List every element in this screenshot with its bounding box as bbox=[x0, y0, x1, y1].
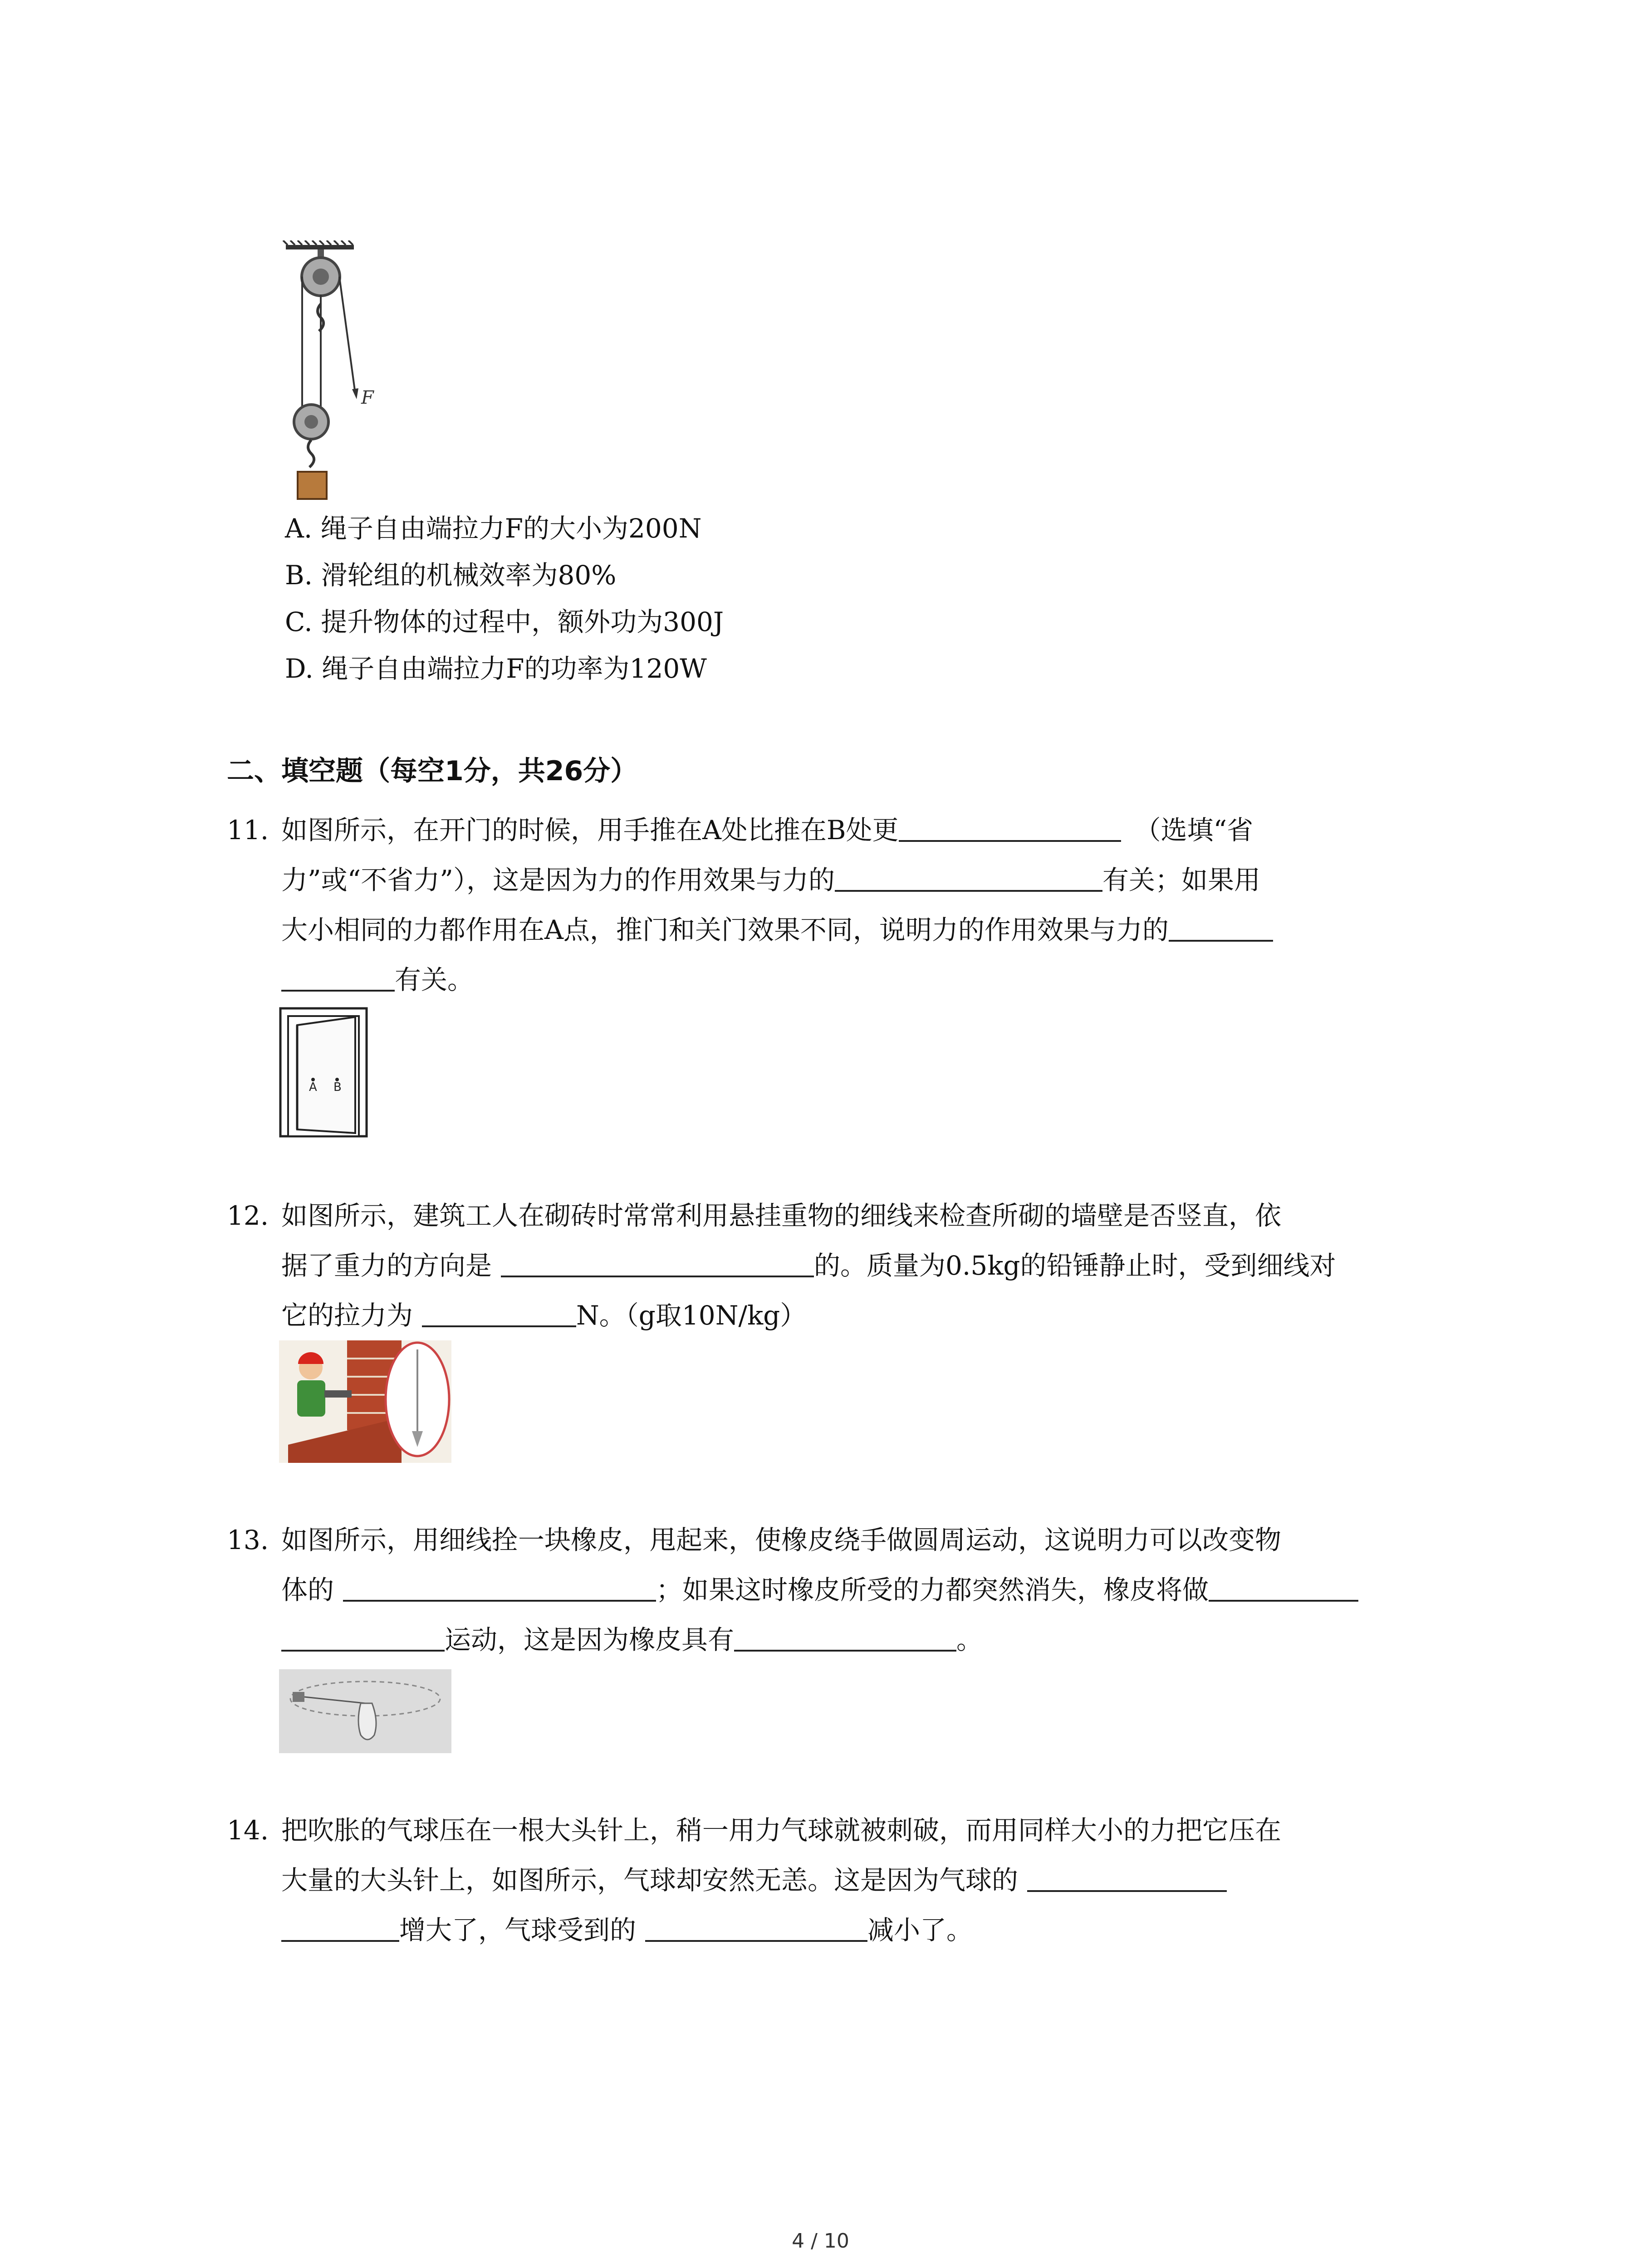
q13-line-2 bbox=[281, 1572, 1358, 1608]
q11-text-4: 有关。 bbox=[395, 964, 474, 995]
option-c: C. 提升物体的过程中，额外功为300J bbox=[285, 606, 724, 637]
q14-text-3b: 减小了。 bbox=[867, 1915, 973, 1945]
q13-text-3a: 运动，这是因为橡皮具有 bbox=[445, 1624, 735, 1655]
q12-text-3b: N。（g取10N/kg） bbox=[576, 1300, 807, 1331]
q12-line-1: 如图所示，建筑工人在砌砖时常常利用悬挂重物的细线来检查所砌的墙壁是否竖直，依 bbox=[281, 1200, 1282, 1231]
q12-blank-1[interactable] bbox=[501, 1249, 814, 1277]
q13-text-2a: 体的 bbox=[281, 1574, 334, 1605]
option-d: D. 绳子自由端拉力F的功率为120W bbox=[285, 653, 707, 684]
q11-text-2b: 有关；如果用 bbox=[1102, 865, 1260, 895]
q11-blank-2[interactable] bbox=[835, 864, 1102, 892]
q14-text-3a: 增大了，气球受到的 bbox=[399, 1915, 637, 1945]
option-a: A. 绳子自由端拉力F的大小为200N bbox=[285, 513, 702, 544]
q11-text-1b: （选填“省 bbox=[1134, 815, 1254, 846]
q14-line-1: 把吹胀的气球压在一根大头针上，稍一用力气球就被刺破，而用同样大小的力把它压在 bbox=[281, 1815, 1282, 1846]
q13-blank-1[interactable] bbox=[343, 1574, 656, 1602]
q11-line-1 bbox=[281, 812, 1253, 848]
q11-text-2a: 力”或“不省力”），这是因为力的作用效果与力的 bbox=[281, 865, 835, 895]
q11-blank-1[interactable] bbox=[899, 814, 1121, 842]
q13-line-1: 如图所示，用细线拴一块橡皮，甩起来，使橡皮绕手做圆周运动，这说明力可以改变物 bbox=[281, 1525, 1282, 1555]
q12-text-2a: 据了重力的方向是 bbox=[281, 1250, 492, 1281]
q11-blank-3a[interactable] bbox=[1169, 914, 1273, 942]
q11-blank-3b[interactable] bbox=[281, 963, 395, 992]
option-b: B. 滑轮组的机械效率为80% bbox=[285, 560, 617, 591]
q12-text-2b: 的。质量为0.5kg的铅锤静止时，受到细线对 bbox=[814, 1250, 1336, 1281]
q11-line-4 bbox=[281, 962, 474, 998]
q13-line-3 bbox=[281, 1622, 983, 1658]
q14-blank-2[interactable] bbox=[645, 1914, 867, 1942]
q14-blank-1a[interactable] bbox=[1027, 1864, 1227, 1892]
pulley-figure bbox=[281, 240, 399, 513]
force-label: F bbox=[361, 387, 374, 408]
q11-line-2 bbox=[281, 862, 1260, 898]
eraser-spin-figure bbox=[279, 1669, 451, 1753]
q11-number: 11. bbox=[227, 815, 269, 846]
page-number: 4 / 10 bbox=[792, 2229, 849, 2253]
plumb-line-figure bbox=[279, 1340, 451, 1463]
q11-text-3: 大小相同的力都作用在A点，推门和关门效果不同，说明力的作用效果与力的 bbox=[281, 914, 1169, 945]
q13-text-2b: ；如果这时橡皮所受的力都突然消失，橡皮将做 bbox=[656, 1574, 1209, 1605]
q14-line-2 bbox=[281, 1862, 1227, 1898]
q13-blank-2b[interactable] bbox=[281, 1623, 445, 1652]
q11-line-3 bbox=[281, 912, 1273, 948]
q14-blank-1b[interactable] bbox=[281, 1914, 399, 1942]
q12-text-3a: 它的拉力为 bbox=[281, 1300, 413, 1331]
q13-blank-3[interactable] bbox=[734, 1623, 956, 1652]
door-label-a: A bbox=[309, 1080, 317, 1094]
q12-line-2 bbox=[281, 1247, 1336, 1284]
q13-number: 13. bbox=[227, 1525, 269, 1555]
q13-blank-2a[interactable] bbox=[1209, 1574, 1358, 1602]
q14-text-2a: 大量的大头针上，如图所示，气球却安然无恙。这是因为气球的 bbox=[281, 1865, 1019, 1896]
q12-line-3 bbox=[281, 1297, 806, 1334]
section-title: 二、填空题（每空1分，共26分） bbox=[227, 755, 638, 787]
q12-blank-2[interactable] bbox=[422, 1299, 576, 1327]
q13-text-3b: 。 bbox=[956, 1624, 983, 1655]
q11-text-1a: 如图所示，在开门的时候，用手推在A处比推在B处更 bbox=[281, 815, 899, 846]
door-label-b: B bbox=[333, 1080, 342, 1094]
q14-line-3 bbox=[281, 1912, 973, 1948]
q14-number: 14. bbox=[227, 1815, 269, 1846]
q12-number: 12. bbox=[227, 1200, 269, 1231]
door-figure bbox=[279, 1007, 370, 1139]
